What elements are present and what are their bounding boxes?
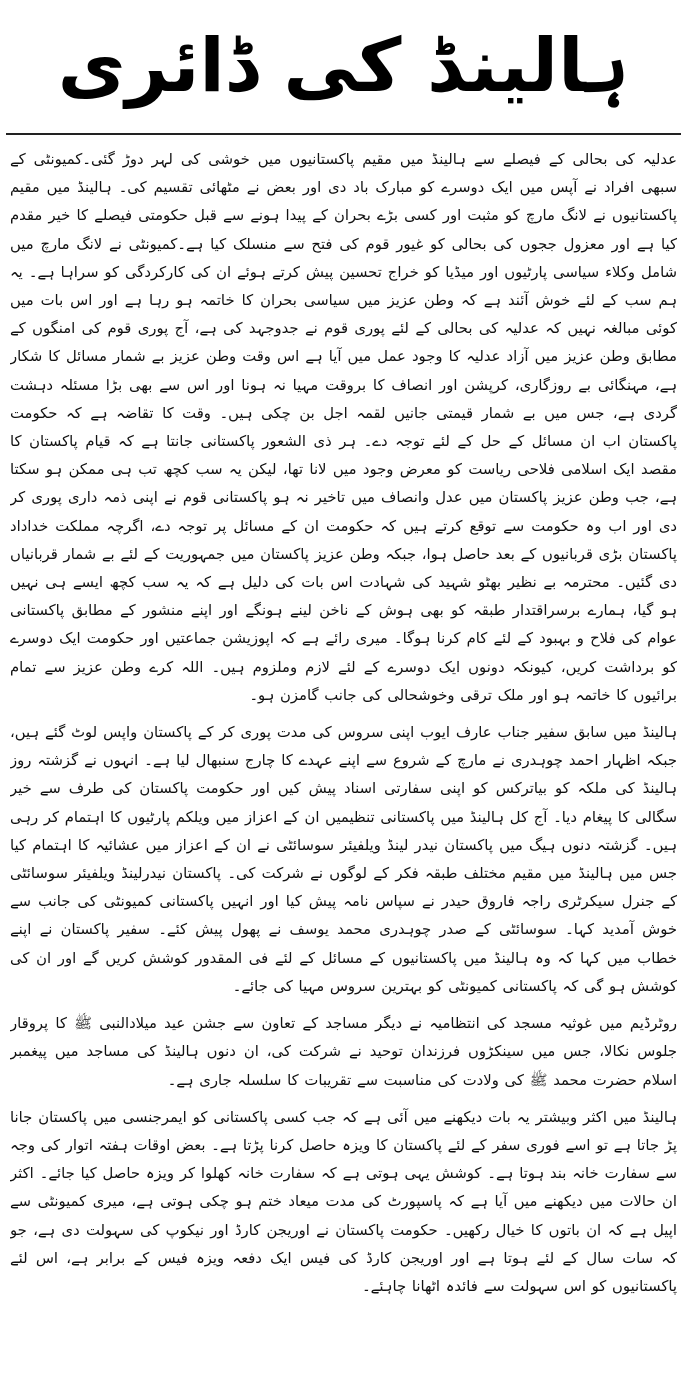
title-divider — [6, 133, 681, 135]
paragraph-visa-advice: ہالینڈ میں اکثر وبیشتر یہ بات دیکھنے میں آئی ہے کہ جب کسی پاکستانی کو ایمرجنسی میں پاکستان جانا پڑ جاتا ہے تو اسے فوری سفر کے لئے پاکستان کا ویزہ حاصل کرنا پڑتا ہے۔ بعض اوقات ہفتہ اتوار کی وجہ سے سفارت خانہ بند ہوتا ہے۔ کوشش یہی ہوتی ہے کہ سفارت خانہ کھلوا کر ویزہ حاصل کیا جائے۔ اکثر ان حالات میں دیکھنے میں آیا ہے کہ پاسپورٹ کی مدت میعاد ختم ہو چکی ہوتی ہے، میری کمیونٹی سے اپیل ہے کہ ان باتوں کا خیال رکھیں۔ حکومت پاکستان نے اوریجن کارڈ اور نیکوپ کی سہولت دی ہے، جو کہ سات سال کے لئے ہوتا ہے اور اوریجن کارڈ کی فیس ایک دفعہ ویزہ فیس کے برابر ہے، اس لئے پاکستانیوں کو اس سہولت سے فائدہ اٹھانا چاہئے۔ — [10, 1108, 677, 1295]
column-title: ہالینڈ کی ڈائری — [57, 23, 630, 109]
article-body — [10, 146, 677, 1388]
column-masthead — [0, 0, 687, 132]
paragraph-eid-milad-procession: روٹرڈیم میں غوثیہ مسجد کی انتظامیہ نے دیگر مساجد کے تعاون سے جشن عید میلادالنبی ﷺ کا پروقار جلوس نکالا، جس میں سینکڑوں فرزندان توحید نے شرکت کی، ان دنوں ہالینڈ کی مساجد میں پیغمبر اسلام حضرت محمد ﷺ کی ولادت کی مناسبت سے تقریبات کا سلسلہ جاری ہے۔ — [10, 1015, 677, 1089]
paragraph-judiciary-restoration: عدلیہ کی بحالی کے فیصلے سے ہالینڈ میں مقیم پاکستانیوں میں خوشی کی لہر دوڑ گئی۔کمیونٹی کے سبھی افراد نے آپس میں ایک دوسرے کو مبارک باد دی اور بعض نے مٹھائی تقسیم کی۔ ہالینڈ میں مقیم پاکستانیوں نے لانگ مارچ کو مثبت اور کسی بڑے بحران کے پیدا ہونے سے قبل حکومتی فیصلے کا خیر مقدم کیا ہے اور معزول ججوں کی بحالی کو غیور قوم کی فتح سے منسلک کیا ہے۔کمیونٹی نے لانگ مارچ میں شامل وکلاء سیاسی پارٹیوں اور میڈیا کو خراج تحسین پیش کرتے ہوئے ان کی کارکردگی کو سراہا ہے۔ یہ ہم سب کے لئے خوش آئند ہے کہ وطن عزیز میں سیاسی بحران کا خاتمہ ہو رہا ہے اور اس بات میں کوئی مبالغہ نہیں کہ عدلیہ کی بحالی کے لئے پوری قوم نے جدوجہد کی ہے، آج پوری قوم کی امنگوں کے مطابق وطن عزیز میں آزاد عدلیہ کا وجود عمل میں آیا ہے اس وقت وطن عزیز بے شمار مسائل کا شکار ہے، مہنگائی بے روزگاری، کرپشن اور انصاف کا بروقت مہیا نہ ہونا اور اس سے بھی بڑا مسئلہ دہشت گردی ہے، جس میں بے شمار قیمتی جانیں لقمہ اجل بن چکی ہیں۔ وقت کا تقاضہ ہے کہ حکومت پاکستان اب ان مسائل کے حل کے لئے توجہ دے۔ ہر ذی الشعور پاکستانی جانتا ہے کہ قیام پاکستان کا مقصد ایک اسلامی فلاحی ریاست کو معرض وجود میں لانا تھا، لیکن یہ سب کچھ تب ہی ممکن ہو سکتا ہے، جب وطن عزیز پاکستان میں عدل وانصاف میں تاخیر نہ ہو پاکستانی قوم نے اپنی ذمہ داری پوری کر دی اور اب وہ حکومت سے توقع کرتے ہیں کہ حکومت ان کے مسائل پر توجہ دے، اگرچہ مملکت خداداد پاکستان بڑی قربانیوں کے بعد حاصل ہوا، جبکہ وطن عزیز پاکستان میں جمہوریت کے لئے بے شمار قربانیاں دی گئیں۔ محترمہ بے نظیر بھٹو شہید کی شہادت اس بات کی دلیل ہے کہ یہ سب کچھ ایسے ہی نہیں ہو گیا، ہمارے برسراقتدار طبقہ کو بھی ہوش کے ناخن لینے ہونگے اور اپنے منشور کے مطابق پاکستانی عوام کی فلاح و بہبود کے لئے کام کرنا ہوگا۔ میری رائے ہے کہ اپوزیشن جماعتیں اور حکومت ایک دوسرے کو برداشت کریں، کیونکہ دونوں ایک دوسرے کے لئے لازم وملزوم ہیں۔ اللہ کرے وطن عزیز سے تمام برائیوں کا خاتمہ ہو اور ملک ترقی وخوشحالی کی جانب گامزن ہو۔ — [10, 151, 677, 704]
paragraph-new-ambassador: ہالینڈ میں سابق سفیر جناب عارف ایوب اپنی سروس کی مدت پوری کر کے پاکستان واپس لوٹ گئے ہیں، جبکہ اظہار احمد چوہدری نے مارچ کے شروع سے اپنے عہدے کا چارج سنبھال لیا ہے۔ انہوں نے گزشتہ روز ہالینڈ کی ملکہ کو بیاترکس کو اپنی سفارتی اسناد پیش کیں اور حکومت پاکستان کی طرف سے خیر سگالی کا پیغام دیا۔ آج کل ہالینڈ میں پاکستانی تنظیمیں ان کے اعزاز میں ویلکم پارٹیوں کا اہتمام کر رہی ہیں۔ گزشتہ دنوں ہیگ میں پاکستان نیدر لینڈ ویلفیئر سوسائٹی نے ان کے اعزاز میں عشائیہ کا اہتمام کیا جس میں ہالینڈ میں مقیم مختلف طبقہ فکر کے لوگوں نے شرکت کی۔ پاکستان نیدرلینڈ ویلفیئر سوسائٹی کے جنرل سیکرٹری راجہ فاروق حیدر نے سپاس نامہ پیش کیا اور انہیں پاکستانی کمیونٹی کی جانب سے خوش آمدید کہا۔ سوسائٹی کے صدر چوہدری محمد یوسف نے پھول پیش کئے۔ سفیر پاکستان نے اپنے خطاب میں کہا کہ وہ ہالینڈ میں پاکستانیوں کے مسائل کے لئے فی المقدور کوشش کریں گے اور ان کی کوشش ہو گی کہ پاکستانی کمیونٹی کو بہترین سروس مہیا کی جائے۔ — [10, 724, 677, 995]
